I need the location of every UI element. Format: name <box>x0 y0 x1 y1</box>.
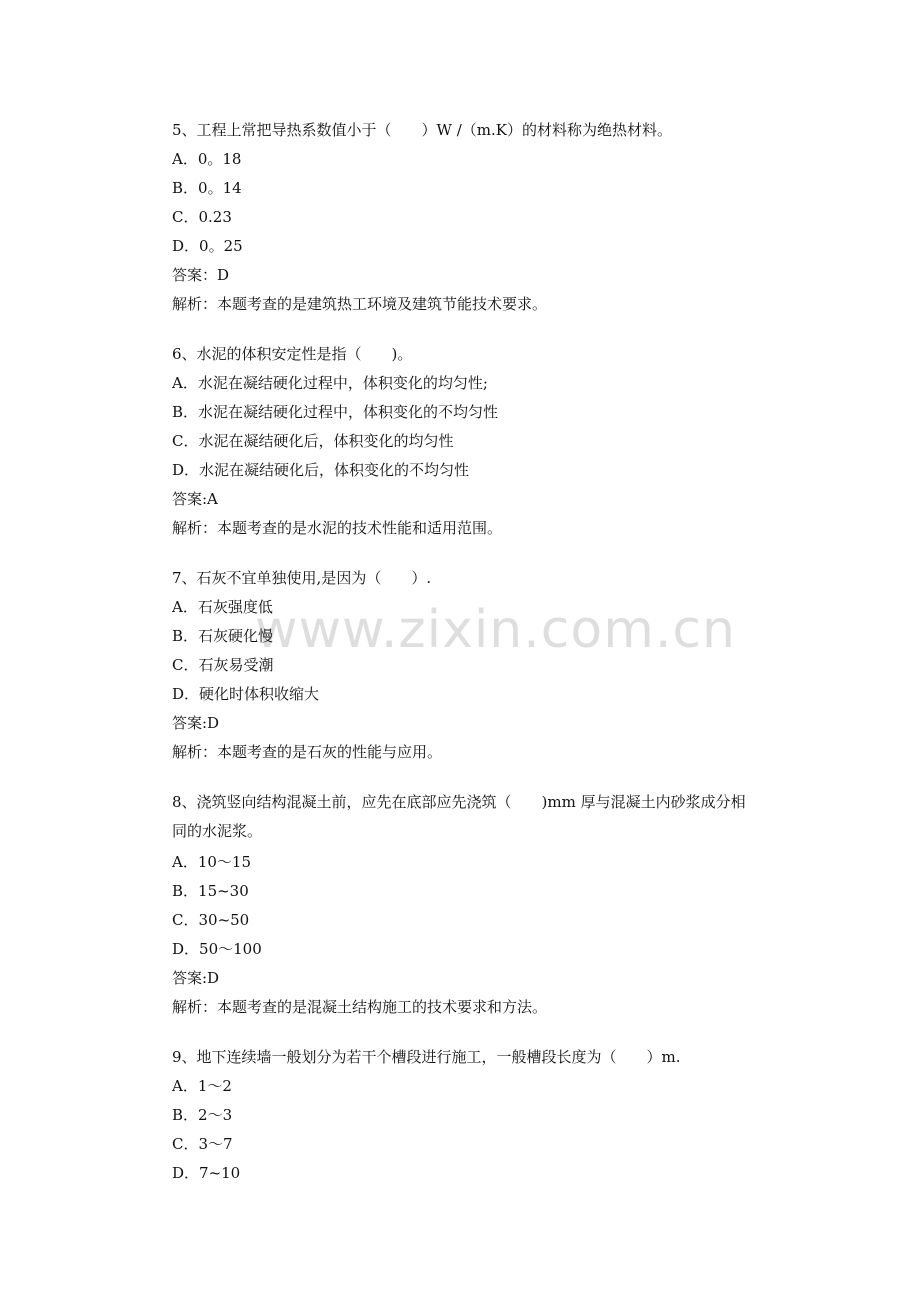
question-5-option-c: C．0.23 <box>172 208 232 226</box>
question-5-analysis: 解析：本题考查的是建筑热工环境及建筑节能技术要求。 <box>172 295 548 313</box>
question-8-option-c: C．30~50 <box>172 911 250 929</box>
question-9-option-a: A．1～2 <box>172 1077 232 1095</box>
question-5-option-a: A．0。18 <box>172 150 242 168</box>
question-5-stem: 5、工程上常把导热系数值小于（ ）W /（m.K）的材料称为绝热材料。 <box>172 121 672 139</box>
question-8-stem-line-2: 同的水泥浆。 <box>172 822 263 840</box>
question-9-option-c: C．3～7 <box>172 1135 233 1153</box>
question-7-option-c: C．石灰易受潮 <box>172 656 274 674</box>
question-6-option-c: C．水泥在凝结硬化后，体积变化的均匀性 <box>172 432 454 450</box>
question-7-answer: 答案:D <box>172 714 220 732</box>
question-6-analysis: 解析：本题考查的是水泥的技术性能和适用范围。 <box>172 519 503 537</box>
question-6-option-b: B．水泥在凝结硬化过程中，体积变化的不均匀性 <box>172 403 499 421</box>
question-8-option-b: B．15~30 <box>172 882 249 900</box>
question-7-stem: 7、石灰不宜单独使用,是因为（ ）. <box>172 569 432 587</box>
question-5-option-b: B．0。14 <box>172 179 242 197</box>
question-6-option-a: A．水泥在凝结硬化过程中，体积变化的均匀性; <box>172 374 488 392</box>
question-7-analysis: 解析：本题考查的是石灰的性能与应用。 <box>172 743 443 761</box>
question-8-stem-line-1: 8、浇筑竖向结构混凝土前，应先在底部应先浇筑（ )mm 厚与混凝土内砂浆成分相 <box>172 793 746 811</box>
question-5-answer: 答案：D <box>172 266 230 284</box>
question-8-option-a: A．10～15 <box>172 853 252 871</box>
question-8-option-d: D．50～100 <box>172 940 262 958</box>
question-7-option-b: B．石灰硬化慢 <box>172 627 274 645</box>
question-5-option-d: D．0。25 <box>172 237 243 255</box>
question-6-stem: 6、水泥的体积安定性是指（ )。 <box>172 345 413 363</box>
question-7-option-a: A．石灰强度低 <box>172 598 273 616</box>
question-8-analysis: 解析：本题考查的是混凝土结构施工的技术要求和方法。 <box>172 998 548 1016</box>
watermark: www.zixin.com.cn <box>255 600 736 660</box>
question-8-answer: 答案:D <box>172 969 220 987</box>
question-6-option-d: D．水泥在凝结硬化后，体积变化的不均匀性 <box>172 461 470 479</box>
question-9-option-b: B．2～3 <box>172 1106 233 1124</box>
question-6-answer: 答案:A <box>172 490 218 508</box>
question-7-option-d: D．硬化时体积收缩大 <box>172 685 320 703</box>
question-9-option-d: D．7~10 <box>172 1164 241 1182</box>
question-9-stem: 9、地下连续墙一般划分为若干个槽段进行施工，一般槽段长度为（ ）m. <box>172 1048 681 1066</box>
